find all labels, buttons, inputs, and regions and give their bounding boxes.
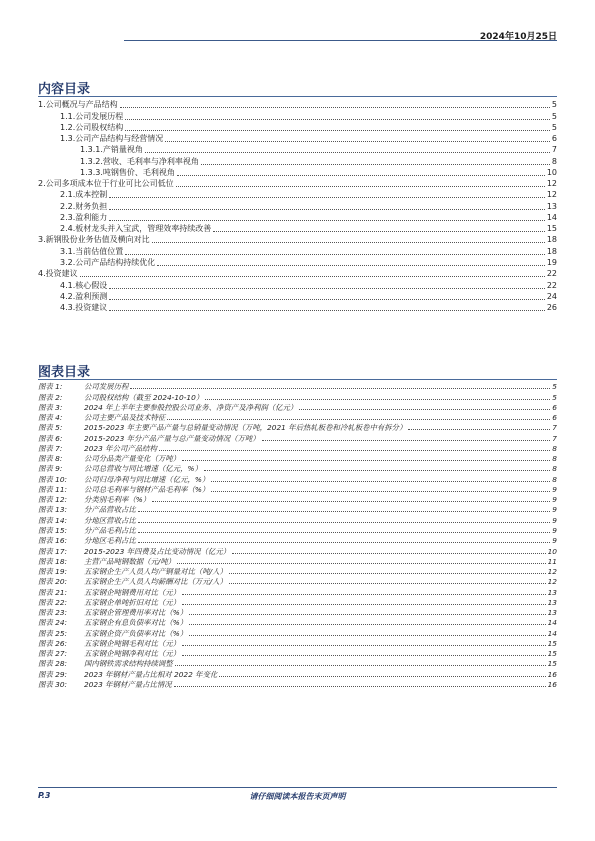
figure-title: 公司总毛利率与钢材产品毛利率（%） bbox=[84, 484, 210, 494]
figure-number: 图表 16: bbox=[38, 536, 68, 546]
figure-number: 图表 7: bbox=[38, 443, 63, 453]
figure-number: 图表 6: bbox=[38, 433, 63, 443]
toc-entry-page: 7 bbox=[551, 145, 557, 155]
table-of-contents bbox=[38, 99, 557, 313]
toc-entry[interactable] bbox=[38, 234, 557, 245]
figure-entry[interactable] bbox=[38, 494, 557, 504]
figure-title: 五家钢企吨钢费用对比（元） bbox=[84, 587, 181, 597]
disclaimer-note: 请仔细阅读本报告末页声明 bbox=[249, 792, 346, 801]
figure-number: 图表 23: bbox=[38, 608, 68, 618]
toc-entry[interactable] bbox=[38, 110, 557, 121]
toc-entry-page: 24 bbox=[546, 291, 557, 301]
figure-page: 7 bbox=[552, 433, 557, 443]
toc-entry-title: 3.2.公司产品结构持续优化 bbox=[60, 257, 156, 267]
figure-title: 五家钢企生产人员人均产钢量对比（吨/人） bbox=[84, 567, 227, 577]
toc-entry-page: 5 bbox=[551, 122, 557, 132]
figure-entry[interactable] bbox=[38, 514, 557, 524]
toc-entry-title: 2.1.成本控制 bbox=[60, 190, 108, 200]
toc-entry[interactable] bbox=[38, 99, 557, 110]
dot-leader bbox=[109, 209, 545, 210]
dot-leader bbox=[182, 655, 546, 656]
dot-leader bbox=[232, 553, 545, 554]
toc-entry[interactable] bbox=[38, 133, 557, 144]
dot-leader bbox=[125, 254, 545, 255]
toc-entry[interactable] bbox=[38, 144, 557, 155]
figures-title: 图表目录 bbox=[38, 365, 91, 380]
figure-title: 公司总营收与同比增速（亿元，%） bbox=[84, 464, 202, 474]
figure-page: 12 bbox=[547, 567, 557, 577]
dot-leader bbox=[177, 175, 545, 176]
toc-entry[interactable] bbox=[38, 257, 557, 268]
dot-leader bbox=[152, 501, 550, 502]
toc-title-rule bbox=[38, 96, 557, 97]
figure-title: 2023 年公司产品结构 bbox=[84, 443, 157, 453]
figure-page: 16 bbox=[547, 669, 557, 679]
figure-entry[interactable] bbox=[38, 668, 557, 678]
figure-entry[interactable] bbox=[38, 422, 557, 432]
figure-title: 分产品营收占比 bbox=[84, 505, 136, 515]
dot-leader bbox=[152, 242, 545, 243]
figure-number: 图表 30: bbox=[38, 679, 68, 689]
dot-leader bbox=[177, 563, 545, 564]
dot-leader bbox=[174, 686, 546, 687]
figure-entry[interactable] bbox=[38, 617, 557, 627]
figure-page: 9 bbox=[552, 484, 557, 494]
figure-number: 图表 26: bbox=[38, 638, 68, 648]
dot-leader bbox=[182, 594, 546, 595]
figure-number: 图表 1: bbox=[38, 382, 63, 392]
page-number: P.3 bbox=[38, 791, 51, 800]
dot-leader bbox=[211, 491, 550, 492]
dot-leader bbox=[138, 532, 551, 533]
figure-number: 图表 19: bbox=[38, 567, 68, 577]
toc-entry-title: 4.投资建议 bbox=[38, 269, 78, 279]
toc-entry[interactable] bbox=[38, 245, 557, 256]
figure-page: 9 bbox=[552, 505, 557, 515]
figure-page: 8 bbox=[552, 464, 557, 474]
figure-title: 分地区营收占比 bbox=[84, 515, 136, 525]
figure-page: 13 bbox=[547, 587, 557, 597]
figure-page: 11 bbox=[547, 556, 557, 566]
dot-leader bbox=[299, 409, 550, 410]
figure-entry[interactable] bbox=[38, 504, 557, 514]
toc-entry-page: 14 bbox=[546, 212, 557, 222]
toc-entry-title: 4.1.核心假设 bbox=[60, 280, 108, 290]
toc-entry-page: 19 bbox=[546, 257, 557, 267]
dot-leader bbox=[211, 481, 550, 482]
toc-entry[interactable] bbox=[38, 189, 557, 200]
figure-number: 图表 25: bbox=[38, 628, 68, 638]
dot-leader bbox=[120, 107, 550, 108]
toc-entry[interactable] bbox=[38, 223, 557, 234]
toc-entry-title: 4.3.投资建议 bbox=[60, 303, 108, 313]
figure-page: 9 bbox=[552, 536, 557, 546]
figure-entry[interactable] bbox=[38, 658, 557, 668]
toc-entry-page: 10 bbox=[546, 167, 557, 177]
figure-title: 2015-2023 年四费及占比变动情况（亿元） bbox=[84, 546, 231, 556]
figure-entry[interactable] bbox=[38, 535, 557, 545]
figure-number: 图表 28: bbox=[38, 659, 68, 669]
figure-entry[interactable] bbox=[38, 597, 557, 607]
dot-leader bbox=[182, 645, 546, 646]
figure-page: 8 bbox=[552, 474, 557, 484]
figure-page: 5 bbox=[552, 382, 557, 392]
figure-title: 2023 年钢材产量占比情况 bbox=[84, 679, 172, 689]
figure-entry[interactable] bbox=[38, 463, 557, 473]
toc-entry-title: 1.1.公司发展历程 bbox=[60, 111, 124, 121]
figure-page: 13 bbox=[547, 597, 557, 607]
figure-page: 15 bbox=[547, 649, 557, 659]
figure-page: 8 bbox=[552, 443, 557, 453]
figure-page: 14 bbox=[547, 618, 557, 628]
toc-entry-title: 1.3.2.营收、毛利率与净利率视角 bbox=[80, 156, 199, 166]
toc-entry-page: 22 bbox=[546, 280, 557, 290]
figure-number: 图表 21: bbox=[38, 587, 68, 597]
toc-entry-page: 18 bbox=[546, 235, 557, 245]
figure-number: 图表 10: bbox=[38, 474, 68, 484]
figure-entry[interactable] bbox=[38, 566, 557, 576]
dot-leader bbox=[138, 511, 551, 512]
figure-title: 五家钢企单吨折旧对比（元） bbox=[84, 597, 181, 607]
figure-page: 7 bbox=[552, 423, 557, 433]
dot-leader bbox=[176, 186, 545, 187]
figure-title: 五家钢企管理费用率对比（%） bbox=[84, 608, 188, 618]
figure-title: 2015-2023 年分产品产量与总产量变动情况（万吨） bbox=[84, 433, 260, 443]
figure-number: 图表 18: bbox=[38, 556, 68, 566]
figure-title: 公司发展历程 bbox=[84, 382, 129, 392]
figure-title: 公司归母净利与同比增速（亿元，%） bbox=[84, 474, 210, 484]
figure-entry[interactable] bbox=[38, 679, 557, 689]
figure-title: 五家钢企资产负债率对比（%） bbox=[84, 628, 188, 638]
figures-title-rule bbox=[38, 379, 557, 380]
figure-number: 图表 24: bbox=[38, 618, 68, 628]
figure-entry[interactable] bbox=[38, 443, 557, 453]
figure-entry[interactable] bbox=[38, 525, 557, 535]
figure-title: 分产品毛利占比 bbox=[84, 525, 136, 535]
figure-title: 2024 年上半年主要参股控股公司业务、净资产及净利润（亿元） bbox=[84, 402, 298, 412]
dot-leader bbox=[262, 440, 551, 441]
figure-entry[interactable] bbox=[38, 556, 557, 566]
figure-title: 公司主要产品及技术特征 bbox=[84, 413, 166, 423]
toc-entry-title: 2.2.财务负担 bbox=[60, 201, 108, 211]
toc-entry[interactable] bbox=[38, 268, 557, 279]
figure-number: 图表 22: bbox=[38, 597, 68, 607]
toc-entry-page: 12 bbox=[546, 190, 557, 200]
dot-leader bbox=[130, 388, 550, 389]
dot-leader bbox=[182, 460, 550, 461]
dot-leader bbox=[205, 399, 550, 400]
toc-entry-title: 3.新钢股份业务估值及横向对比 bbox=[38, 235, 150, 245]
figure-title: 五家钢企吨钢净利对比（元） bbox=[84, 649, 181, 659]
figure-page: 15 bbox=[547, 659, 557, 669]
dot-leader bbox=[109, 299, 545, 300]
toc-entry-title: 1.3.公司产品结构与经营情况 bbox=[60, 134, 164, 144]
toc-entry-title: 1.2.公司股权结构 bbox=[60, 122, 124, 132]
toc-entry[interactable] bbox=[38, 302, 557, 313]
figure-number: 图表 4: bbox=[38, 413, 63, 423]
dot-leader bbox=[189, 614, 545, 615]
dot-leader bbox=[189, 635, 545, 636]
figure-page: 13 bbox=[547, 608, 557, 618]
figure-title: 公司股权结构（截至 2024-10-10） bbox=[84, 392, 204, 402]
dot-leader bbox=[167, 419, 550, 420]
figure-entry[interactable] bbox=[38, 638, 557, 648]
figure-page: 6 bbox=[552, 413, 557, 423]
dot-leader bbox=[109, 310, 545, 311]
figure-title: 国内钢铁需求结构持续调整 bbox=[84, 659, 173, 669]
figure-title: 分类别毛利率（%） bbox=[84, 495, 151, 505]
dot-leader bbox=[109, 197, 545, 198]
figure-number: 图表 20: bbox=[38, 577, 68, 587]
dot-leader bbox=[175, 665, 546, 666]
dot-leader bbox=[204, 470, 550, 471]
toc-entry-page: 26 bbox=[546, 303, 557, 313]
figure-number: 图表 27: bbox=[38, 649, 68, 659]
toc-entry-page: 12 bbox=[546, 179, 557, 189]
figure-title: 公司分品类产量变化（万吨） bbox=[84, 454, 181, 464]
toc-entry[interactable] bbox=[38, 279, 557, 290]
figure-entry[interactable] bbox=[38, 576, 557, 586]
figure-number: 图表 9: bbox=[38, 464, 63, 474]
figure-entry[interactable] bbox=[38, 627, 557, 637]
dot-leader bbox=[201, 164, 550, 165]
figure-number: 图表 13: bbox=[38, 505, 68, 515]
figure-number: 图表 12: bbox=[38, 495, 68, 505]
toc-entry[interactable] bbox=[38, 200, 557, 211]
figure-title: 五家钢企吨钢毛利对比（元） bbox=[84, 638, 181, 648]
toc-entry-title: 1.3.3.吨钢售价、毛利视角 bbox=[80, 167, 175, 177]
toc-entry[interactable] bbox=[38, 212, 557, 223]
figure-entry[interactable] bbox=[38, 473, 557, 483]
figure-page: 12 bbox=[547, 577, 557, 587]
dot-leader bbox=[125, 119, 550, 120]
figure-title: 2015-2023 年主要产品产量与总销量变动情况（万吨，2021 年后热轧板卷和冷轧板卷中有拆分） bbox=[84, 423, 407, 433]
figure-page: 5 bbox=[552, 392, 557, 402]
figure-page: 14 bbox=[547, 628, 557, 638]
footer-rule bbox=[38, 787, 557, 788]
figure-entry[interactable] bbox=[38, 381, 557, 391]
dot-leader bbox=[125, 130, 550, 131]
toc-entry-title: 1.公司概况与产品结构 bbox=[38, 100, 118, 110]
dot-leader bbox=[229, 573, 546, 574]
toc-entry[interactable] bbox=[38, 178, 557, 189]
dot-leader bbox=[138, 542, 551, 543]
figure-entry[interactable] bbox=[38, 391, 557, 401]
figure-entry[interactable] bbox=[38, 432, 557, 442]
dot-leader bbox=[159, 450, 550, 451]
dot-leader bbox=[80, 276, 545, 277]
dot-leader bbox=[229, 583, 546, 584]
dot-leader bbox=[189, 624, 545, 625]
toc-entry-page: 13 bbox=[546, 201, 557, 211]
figure-entry[interactable] bbox=[38, 607, 557, 617]
list-of-figures bbox=[38, 381, 557, 689]
dot-leader bbox=[182, 604, 546, 605]
figure-entry[interactable] bbox=[38, 545, 557, 555]
figure-number: 图表 3: bbox=[38, 402, 63, 412]
toc-entry-page: 5 bbox=[551, 100, 557, 110]
figure-page: 10 bbox=[547, 546, 557, 556]
toc-entry-title: 1.3.1.产销量视角 bbox=[80, 145, 143, 155]
toc-entry[interactable] bbox=[38, 155, 557, 166]
toc-entry-page: 8 bbox=[551, 156, 557, 166]
figure-title: 主营产品吨钢数据（元/吨） bbox=[84, 556, 176, 566]
toc-entry-title: 2.4.板材龙头并入宝武，管理效率持续改善 bbox=[60, 224, 212, 234]
figure-entry[interactable] bbox=[38, 484, 557, 494]
dot-leader bbox=[109, 220, 545, 221]
dot-leader bbox=[109, 288, 545, 289]
figure-title: 五家钢企有息负债率对比（%） bbox=[84, 618, 188, 628]
dot-leader bbox=[145, 152, 550, 153]
figure-title: 分地区毛利占比 bbox=[84, 536, 136, 546]
figure-page: 16 bbox=[547, 679, 557, 689]
figure-title: 五家钢企生产人员人均薪酬对比（万元/人） bbox=[84, 577, 227, 587]
toc-entry[interactable] bbox=[38, 167, 557, 178]
toc-entry-title: 2.3.盈利能力 bbox=[60, 212, 108, 222]
figure-number: 图表 8: bbox=[38, 454, 63, 464]
toc-entry-page: 5 bbox=[551, 111, 557, 121]
dot-leader bbox=[157, 265, 545, 266]
dot-leader bbox=[408, 429, 550, 430]
figure-number: 图表 17: bbox=[38, 546, 68, 556]
figure-page: 9 bbox=[552, 495, 557, 505]
figure-number: 图表 2: bbox=[38, 392, 63, 402]
figure-number: 图表 15: bbox=[38, 525, 68, 535]
figure-entry[interactable] bbox=[38, 586, 557, 596]
toc-entry[interactable] bbox=[38, 122, 557, 133]
figure-page: 8 bbox=[552, 454, 557, 464]
figure-number: 图表 29: bbox=[38, 669, 68, 679]
dot-leader bbox=[165, 141, 550, 142]
toc-entry-title: 2.公司多项成本位于行业可比公司低位 bbox=[38, 179, 174, 189]
toc-entry-page: 6 bbox=[551, 134, 557, 144]
toc-entry-title: 4.2.盈利预测 bbox=[60, 291, 108, 301]
figure-number: 图表 14: bbox=[38, 515, 68, 525]
figure-number: 图表 5: bbox=[38, 423, 63, 433]
dot-leader bbox=[213, 231, 545, 232]
figure-entry[interactable] bbox=[38, 402, 557, 412]
figure-entry[interactable] bbox=[38, 648, 557, 658]
dot-leader bbox=[138, 522, 551, 523]
figure-number: 图表 11: bbox=[38, 484, 68, 494]
toc-entry-page: 15 bbox=[546, 224, 557, 234]
toc-entry-page: 22 bbox=[546, 269, 557, 279]
toc-entry-page: 18 bbox=[546, 246, 557, 256]
figure-page: 9 bbox=[552, 525, 557, 535]
figure-entry[interactable] bbox=[38, 412, 557, 422]
figure-title: 2023 年钢材产量占比相对 2022 年变化 bbox=[84, 669, 218, 679]
dot-leader bbox=[219, 676, 545, 677]
figure-entry[interactable] bbox=[38, 453, 557, 463]
toc-entry[interactable] bbox=[38, 291, 557, 302]
toc-entry-title: 3.1.当前估值位置 bbox=[60, 246, 124, 256]
report-date: 2024年10月25日 bbox=[479, 32, 557, 42]
figure-page: 15 bbox=[547, 638, 557, 648]
toc-title: 内容目录 bbox=[38, 82, 91, 97]
figure-page: 9 bbox=[552, 515, 557, 525]
figure-page: 6 bbox=[552, 402, 557, 412]
